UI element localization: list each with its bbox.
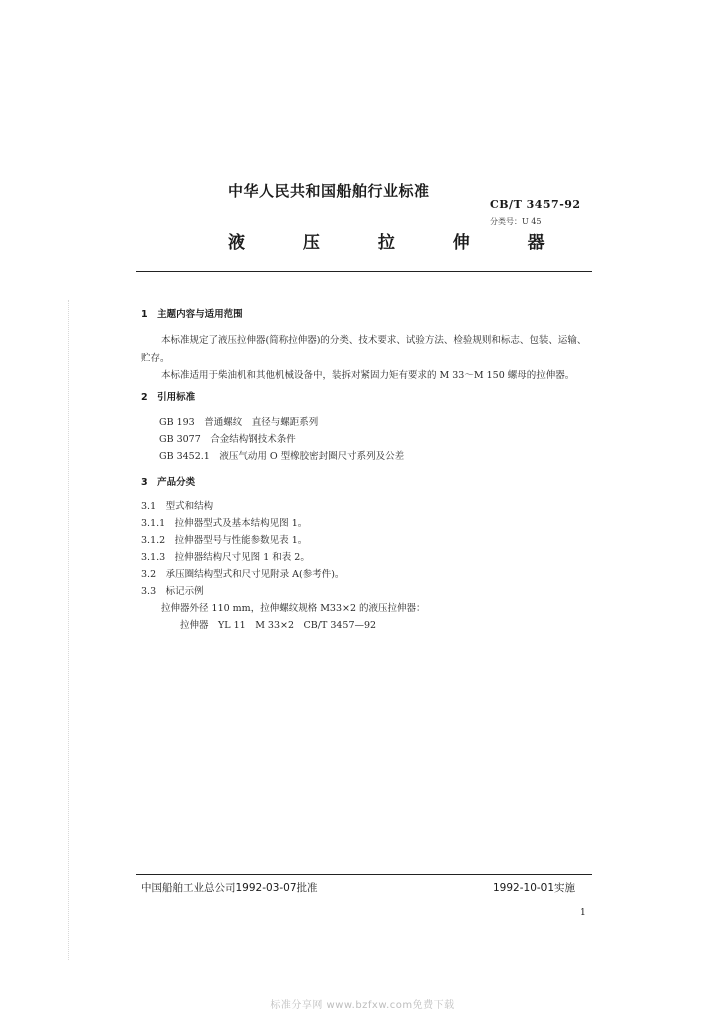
reference-item: GB 193 普通螺纹 直径与螺距系列 (159, 417, 319, 428)
header-rule (136, 271, 592, 272)
section-1-para-1-cont: 贮存。 (141, 353, 170, 364)
section-1-heading: 1 主题内容与适用范围 (141, 309, 243, 320)
industry-standard-heading: 中华人民共和国船舶行业标准 (228, 182, 430, 200)
document-title: 液 压 拉 伸 器 (228, 233, 571, 253)
classification-number: 分类号：U 45 (490, 217, 542, 226)
clause-item: 3.1.3 拉伸器结构尺寸见图 1 和表 2。 (141, 552, 310, 563)
footer-rule (136, 874, 592, 875)
page-number: 1 (580, 908, 586, 918)
section-1-para-2: 本标准适用于柴油机和其他机械设备中，装拆对紧固力矩有要求的 M 33～M 150 螺母的拉伸器。 (161, 370, 575, 381)
implementation-date: 1992-10-01实施 (493, 882, 576, 894)
clause-item: 3.3 标记示例 (141, 586, 204, 597)
watermark-text: 标准分享网 www.bzfxw.com免费下载 (270, 1000, 455, 1011)
standard-number: CB/T 3457-92 (490, 198, 581, 211)
clause-item: 3.1.1 拉伸器型式及基本结构见图 1。 (141, 518, 308, 529)
clause-item: 3.1 型式和结构 (141, 501, 214, 512)
scan-margin-dots (68, 300, 73, 960)
reference-item: GB 3452.1 液压气动用 O 型橡胶密封圈尺寸系列及公差 (159, 451, 405, 462)
section-2-heading: 2 引用标准 (141, 392, 196, 403)
marking-example-text: 拉伸器外径 110 mm，拉伸螺纹规格 M33×2 的液压拉伸器： (161, 603, 426, 614)
section-1-para-1: 本标准规定了液压拉伸器(简称拉伸器)的分类、技术要求、试验方法、检验规则和标志、包装、运输、 (161, 335, 587, 346)
approval-note: 中国船舶工业总公司1992-03-07批准 (141, 882, 318, 894)
section-3-heading: 3 产品分类 (141, 477, 196, 488)
reference-item: GB 3077 合金结构钢技术条件 (159, 434, 296, 445)
clause-item: 3.1.2 拉伸器型号与性能参数见表 1。 (141, 535, 308, 546)
clause-item: 3.2 承压圈结构型式和尺寸见附录 A(参考件)。 (141, 569, 345, 580)
marking-example: 拉伸器 YL 11 M 33×2 CB/T 3457—92 (180, 620, 377, 631)
